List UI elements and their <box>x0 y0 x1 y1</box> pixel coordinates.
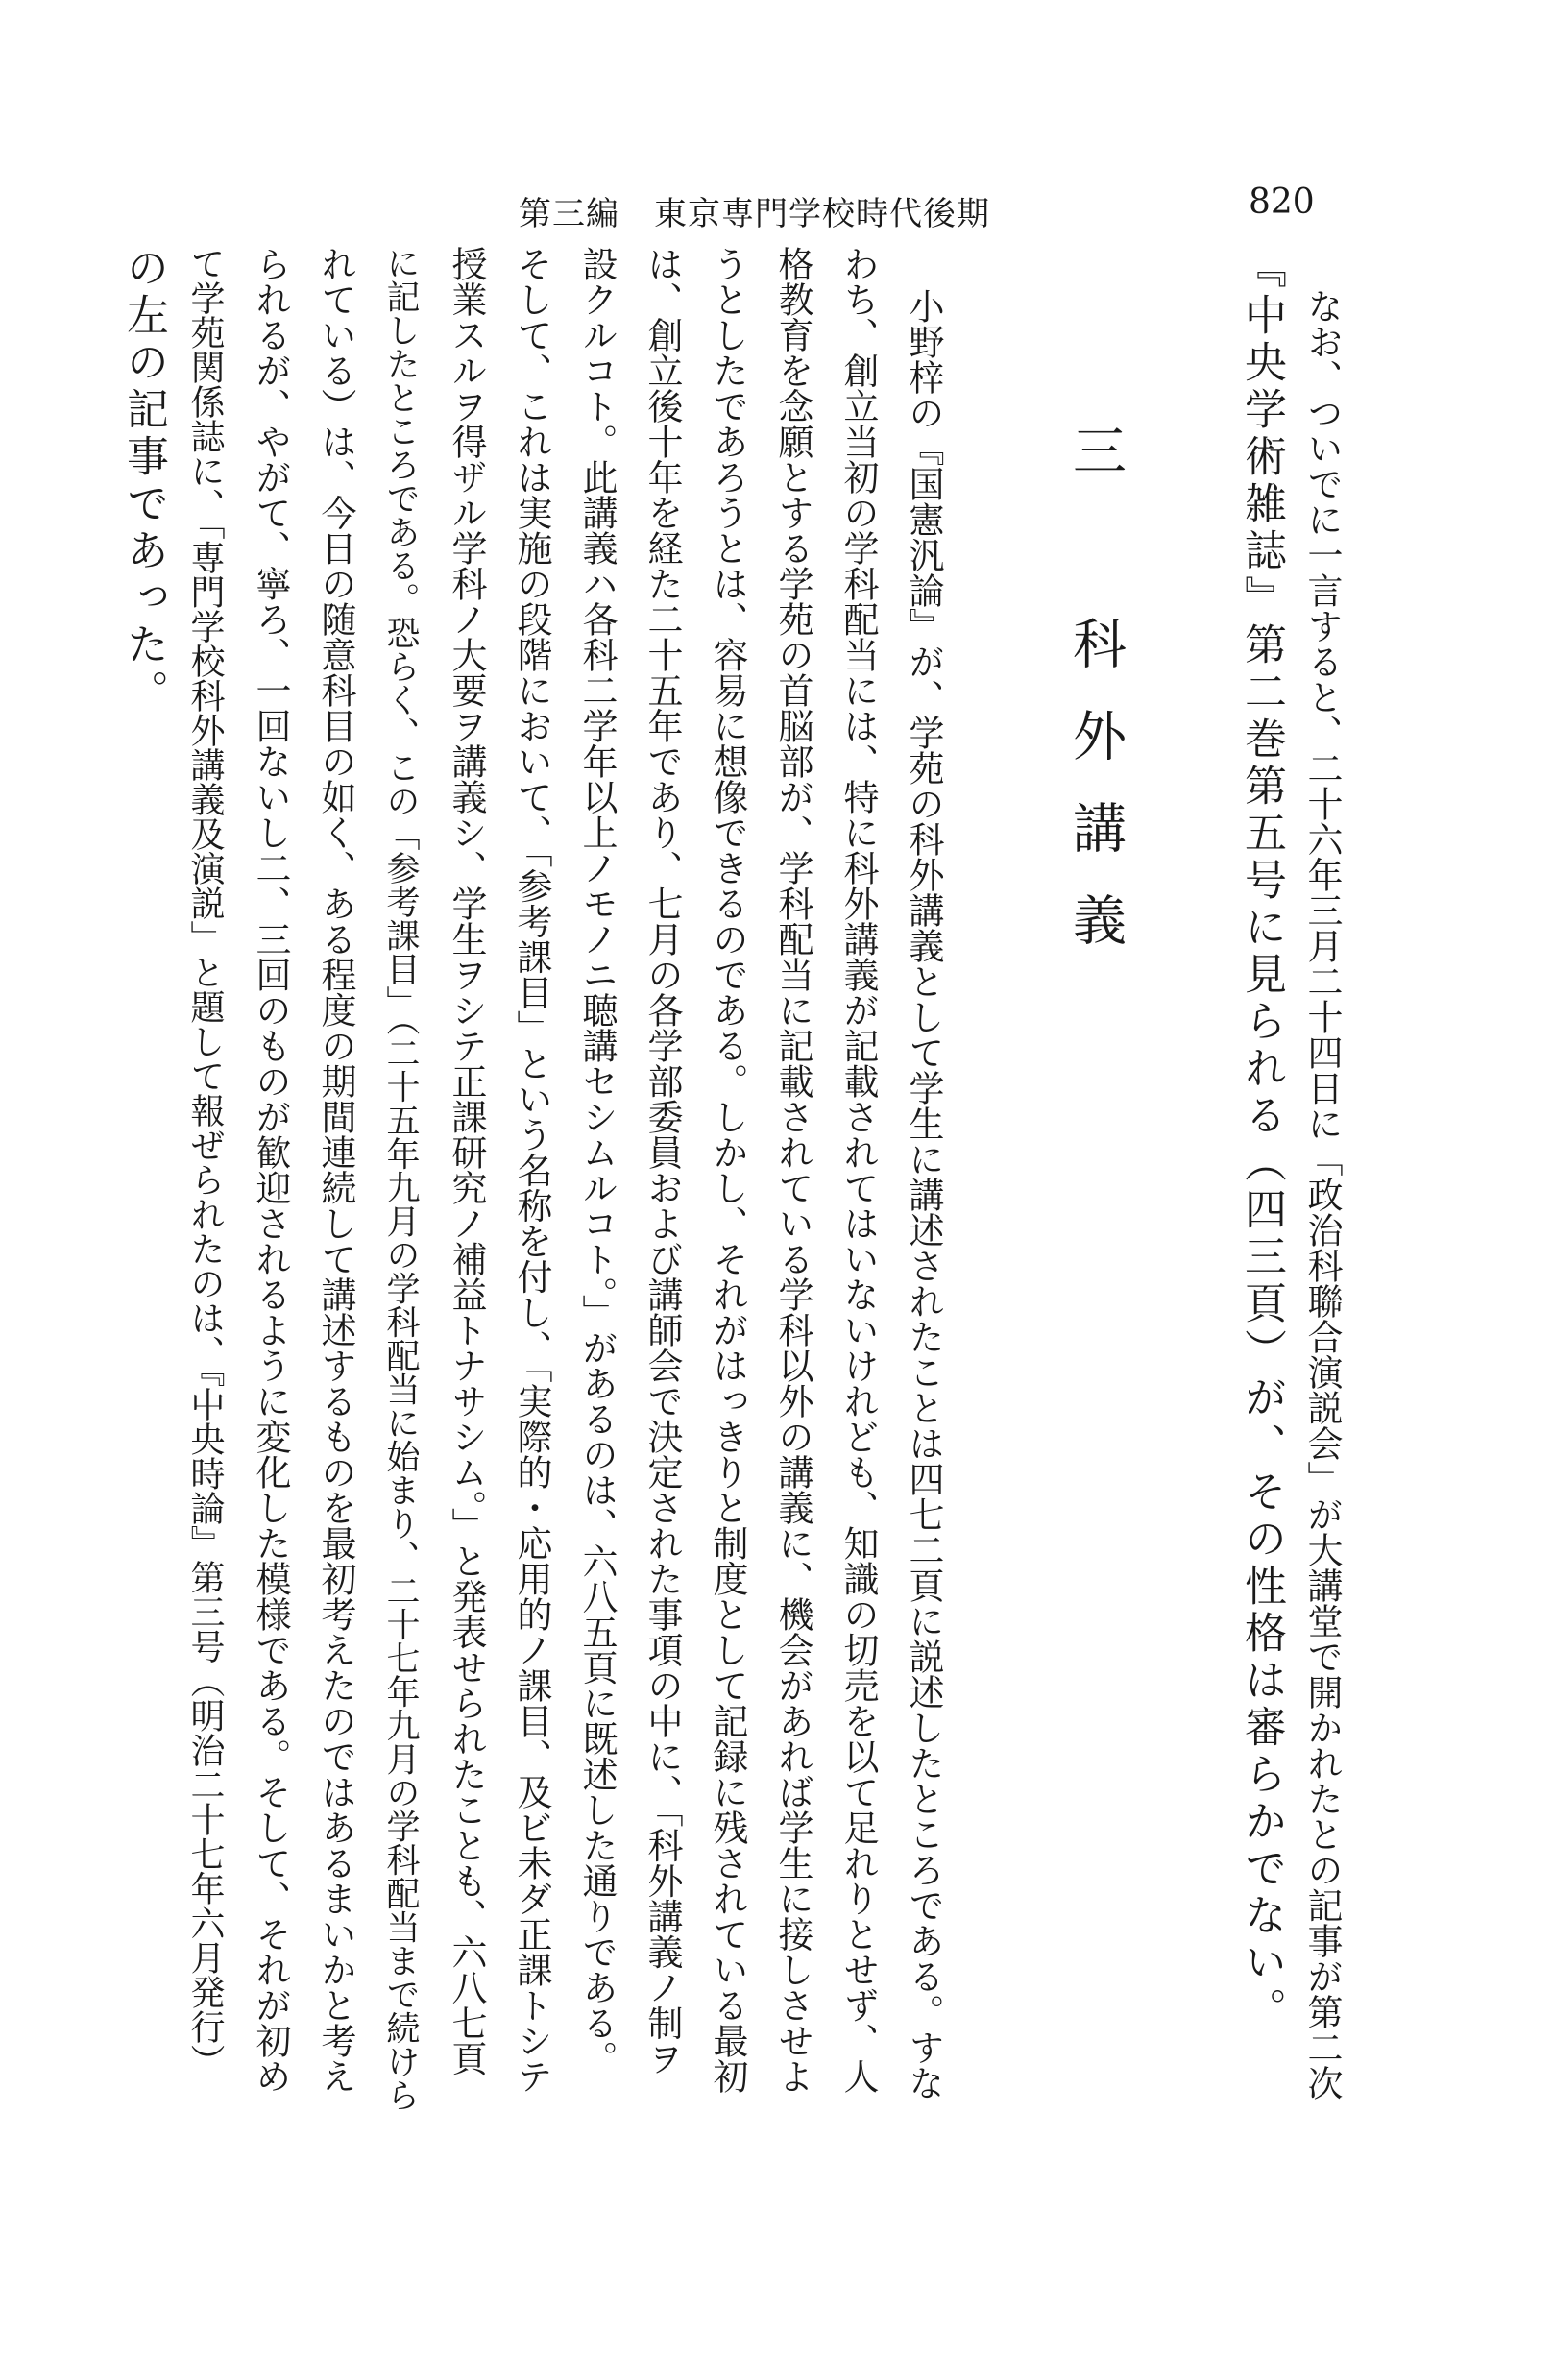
body-line-6: 設クルコト。此講義ハ各科二学年以上ノモノニ聴講セシムルコト。」があるのは、六八五頁に既述した通りである。 <box>576 246 618 2076</box>
body-line-11: られるが、やがて、寧ろ、一回ないし二、三回のものが歓迎されるように変化した模様である。そして、それが初め <box>250 246 291 2094</box>
body-line-2: わち、創立当初の学科配当には、特に科外講義が記載されてはいないけれども、知識の切売を以て足れりとせず、人 <box>837 246 879 2094</box>
body-line-10: れている）は、今日の随意科目の如く、ある程度の期間連続して講述するものを最初考えたのではあるまいかと考え <box>315 246 356 2094</box>
intro-line-1: なお、ついでに一言すると、二十六年三月二十四日に「政治科聯合演説会」が大講堂で開かれたとの記事が第二次 <box>1301 288 1343 2101</box>
body-line-8: 授業スルヲ得ザル学科ノ大要ヲ講義シ、学生ヲシテ正課研究ノ補益トナサシム。」と発表せられたことも、六八七頁 <box>446 246 487 2076</box>
page-number: 820 <box>1249 182 1315 222</box>
body-line-12: て学苑関係誌に、「専門学校科外講義及演説」と題して報ぜられたのは、『中央時論』第三号（明治二十七年六月発行） <box>185 246 225 2078</box>
header-part: 第三編 <box>519 195 619 233</box>
intro-line-2: 『中央学術雑誌』第二巻第五号に見られる（四三頁）が、その性格は審らかでない。 <box>1237 246 1286 2034</box>
body-line-5: は、創立後十年を経た二十五年であり、七月の各学部委員および講師会で決定された事項の中に、「科外講義ノ制ヲ <box>642 246 683 2076</box>
body-line-1: 小野梓の『国憲汎論』が、学苑の科外講義として学生に講述されたことは四七二頁に説述したところである。すな <box>903 288 944 2101</box>
header-title: 東京専門学校時代後期 <box>654 195 990 233</box>
body-line-9: に記したところである。恐らく、この「参考課目」（二十五年九月の学科配当に始まり、二十七年九月の学科配当まで続けら <box>381 246 420 2112</box>
body-line-4: うとしたであろうとは、容易に想像できるのである。しかし、それがはっきりと制度として記録に残されている最初 <box>707 246 748 2094</box>
body-line-3: 格教育を念願とする学苑の首脳部が、学科配当に記載されている学科以外の講義に、機会があれば学生に接しさせよ <box>772 246 813 2094</box>
running-header <box>519 187 990 234</box>
section-heading: 三 科外講義 <box>1064 423 1127 984</box>
body-line-13: の左の記事であった。 <box>119 246 168 716</box>
body-line-7: そして、これは実施の段階において、「参考課目」という名称を付し、「実際的・応用的ノ課目、及ビ未ダ正課トシテ <box>511 246 552 2094</box>
